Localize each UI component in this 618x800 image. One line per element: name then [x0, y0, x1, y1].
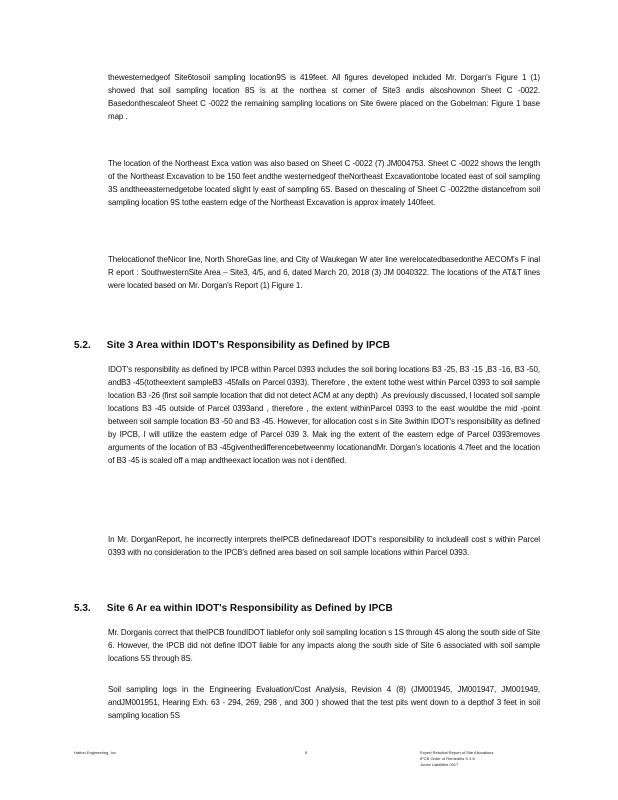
footer-right-line: Jones Liabilities 0017 [420, 762, 459, 767]
section-number: 5.2. [74, 340, 91, 351]
paragraph-dorgan-interpretation: In Mr. DorganReport, he incorrectly interprets theIPCB definedareaof IDOT's responsibility to includeall cost s within Parcel 0393 with no consideration to the IPCB's defined area based on soil sample locations within Parcel 0393. [108, 535, 540, 557]
section-title: Site 3 Area within IDOT's Responsibility as Defined by IPCB [106, 340, 390, 351]
footer-left: Hatton Engineering, Inc. [74, 750, 117, 755]
section-heading-5-2 [74, 340, 544, 352]
paragraph-utility-lines: Thelocationof theNicor line, North ShoreGas line, and City of Waukegan W ater line werelocatedbasedonthe AECOM's F inal R eport : SouthwesternSite Area – Site3, 4/5, and 6, dated March 20, 2018 (3) JM 0040322. The locations of the AT&T lines were located based on Mr. Dorgan's Report (1) Figure 1. [108, 255, 540, 290]
section-heading-5-3 [74, 603, 544, 615]
paragraph-site6-scaling: thewesternedgeof Site6tosoil sampling location9S is 419feet. All figures developed included Mr. Dorgan's Figure 1 (1) showed that soil sampling location 8S is at the northea st corner of Site3 andis alsoshownon Sheet C -0022. Basedonthescaleof Sheet C -0022 the remaining sampling locations on Site 6were placed on the Gobelman: Figure 1 base map . [108, 73, 540, 121]
paragraph-soil-sampling-logs: Soil sampling logs in the Engineering Evaluation/Cost Analysis, Revision 4 (8) (JM001945, JM001947, JM001949, andJM001951, Hearing Exh. 63 - 294, 269, 298 , and 300 ) showed that the test pits went down to a depthof 3 feet in soil sampling location 5S [108, 685, 540, 720]
paragraph-site6-liability: Mr. Dorganis correct that theIPCB foundIDOT liablefor only soil sampling location s 1S through 4S along the south side of Site 6. However, the IPCB did not define IDOT liable for any impacts along the south side of Site 6 associated with soil sample locations 5S through 8S. [108, 628, 540, 663]
section-number: 5.3. [74, 603, 91, 614]
section-title: Site 6 Ar ea within IDOT's Responsibility as Defined by IPCB [106, 603, 393, 614]
paragraph-site3-responsibility: IDOT's responsibility as defined by IPCB within Parcel 0393 includes the soil boring locations B3 -25, B3 -15 ,B3 -16, B3 -50, andB3 -45(totheextent sampleB3 -45falls on Parcel 0393). Therefore , the extent tothe west within Parcel 0393 to soil sample location B3 -26 (first soil sample location that did not detect ACM at any depth) .As previously discussed, I located soil sample locations B3 -45 outside of Parcel 0393and , therefore , the extent withinParcel 0393 to the east wouldbe the mid -point between soil sample location B3 -50 and B3 -45. However, for allocation cost s in Site 3within IDOT's responsibility as defined by IPCB, I will utilize the eastern edge of Parcel 039 3. Mak ing the extent of the eastern edge of Parcel 0393removes arguments of the location of B3 -45giventhedifferencebetweenmy locationandMr. Dorgan's locationis 4.7feet and the location of B3 -45 is scaled off a map andtheexact location was not i dentified. [108, 365, 540, 465]
footer-page-number: 5 [305, 750, 308, 755]
paragraph-northeast-excavation: The location of the Northeast Exca vation was also based on Sheet C -0022 (7) JM004753. Sheet C -0022 shows the length of the Northeast Excavation to be 150 feet andthe westernedgeof theNortheast Excavationtobe located east of soil sampling 3S andtheeasternedgetobe located slight ly east of sampling 6S. Based on thescaling of Sheet C -0022the distancefrom soil sampling location 9S tothe eastern edge of the Northeast Excavation is approx imately 140feet. [108, 159, 540, 207]
footer-right [420, 750, 540, 768]
footer-right-line: Expert Rebuttal Report of Site Allocations [420, 750, 494, 755]
footer-right-line: IPCB Order of Remedies S 3 6 [420, 756, 475, 761]
